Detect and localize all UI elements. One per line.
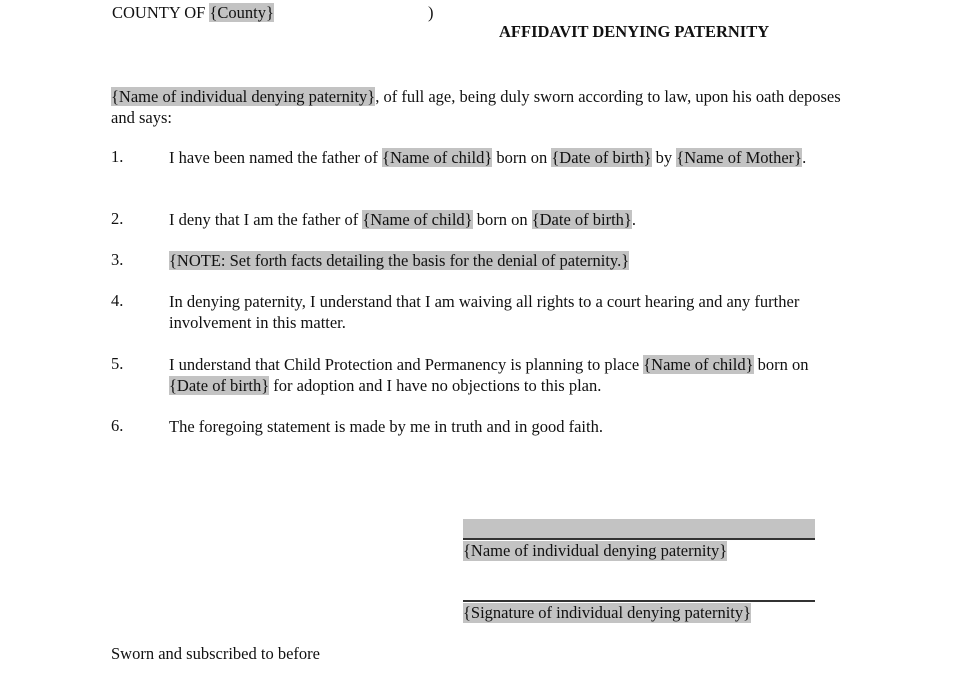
affiant-name-field[interactable]: {Name of individual denying paternity} — [111, 87, 376, 106]
item-text — [169, 147, 849, 168]
text: for adoption and I have no objections to this plan. — [269, 376, 602, 395]
text: by — [651, 148, 677, 167]
intro-paragraph — [111, 86, 856, 128]
date-of-birth-field[interactable]: {Date of birth} — [531, 210, 632, 229]
intro-text: , of full age, being duly sworn according to law, upon his oath deposes and says: — [111, 87, 841, 127]
text: . — [631, 210, 636, 229]
county-field[interactable]: {County} — [209, 3, 274, 22]
date-of-birth-field[interactable]: {Date of birth} — [169, 376, 270, 395]
text: . — [802, 148, 807, 167]
printed-name-label: {Name of individual denying paternity} — [463, 541, 728, 560]
text: born on — [472, 210, 532, 229]
county-label: COUNTY OF — [112, 3, 210, 22]
note-field[interactable]: {NOTE: Set forth facts detailing the basis for the denial of paternity.} — [169, 251, 630, 270]
item-text: In denying paternity, I understand that I am waiving all rights to a court hearing and any further involvement in this matter. — [169, 292, 800, 332]
date-of-birth-field[interactable]: {Date of birth} — [551, 148, 652, 167]
caption-paren: ) — [428, 3, 434, 22]
item-number: 5. — [111, 354, 124, 373]
item-text — [169, 250, 849, 271]
text: born on — [492, 148, 552, 167]
item-text: The foregoing statement is made by me in truth and in good faith. — [169, 417, 603, 436]
printed-name-block — [463, 519, 815, 561]
child-name-field[interactable]: {Name of child} — [382, 148, 493, 167]
item-number: 3. — [111, 250, 124, 269]
sworn-text: Sworn and subscribed to before — [111, 644, 320, 663]
item-text — [169, 354, 849, 396]
mother-name-field[interactable]: {Name of Mother} — [676, 148, 803, 167]
county-line — [112, 3, 274, 23]
signature-label: {Signature of individual denying paternity} — [463, 603, 752, 622]
item-number: 4. — [111, 291, 124, 310]
child-name-field[interactable]: {Name of child} — [643, 355, 754, 374]
item-number: 1. — [111, 147, 124, 166]
text: I deny that I am the father of — [169, 210, 363, 229]
printed-name-line[interactable] — [463, 519, 815, 540]
item-number: 2. — [111, 209, 124, 228]
item-text — [169, 209, 849, 230]
signature-block — [463, 581, 815, 623]
child-name-field[interactable]: {Name of child} — [362, 210, 473, 229]
signature-line[interactable] — [463, 581, 815, 602]
text: I understand that Child Protection and Permanency is planning to place — [169, 355, 644, 374]
item-number: 6. — [111, 416, 124, 435]
document-title: AFFIDAVIT DENYING PATERNITY — [499, 22, 770, 41]
text: I have been named the father of — [169, 148, 383, 167]
text: born on — [753, 355, 809, 374]
